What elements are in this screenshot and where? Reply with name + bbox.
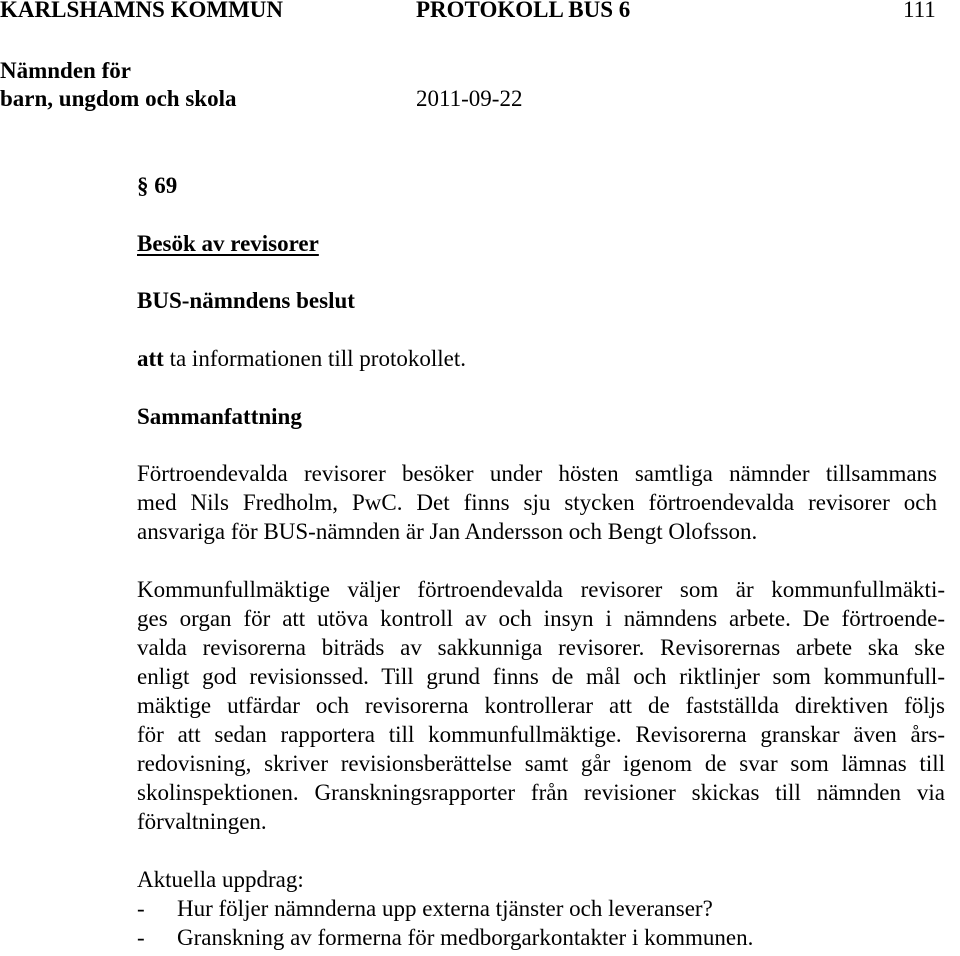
header-protocol: PROTOKOLL BUS 6: [416, 0, 631, 22]
header-municipality: KARLSHAMNS KOMMUN: [0, 0, 284, 22]
summary-para2-line4: enligt god revisionssed. Till grund finns de mål och riktlinjer som kommunfull-: [137, 664, 945, 689]
summary-heading: Sammanfattning: [137, 404, 302, 429]
summary-para2-line7: redovisning, skriver revisionsberättelse samt går igenom de svar som lämnas till: [137, 751, 945, 776]
current-heading: Aktuella uppdrag:: [137, 867, 304, 892]
summary-para1-line3: ansvariga för BUS-nämnden är Jan Andersson och Bengt Olofsson.: [137, 519, 758, 544]
summary-para2-line1: Kommunfullmäktige väljer förtroendevalda revisorer som är kommunfullmäkti-: [137, 577, 945, 602]
summary-para2-line3: valda revisorerna biträds av sakkunniga revisorer. Revisorernas arbete ska ske: [137, 635, 945, 660]
header-committee-line2: barn, ungdom och skola: [0, 86, 237, 111]
decision-heading: BUS-nämndens beslut: [137, 288, 355, 313]
summary-para1-line2: med Nils Fredholm, PwC. Det finns sju stycken förtroendevalda revisorer och: [137, 490, 937, 515]
list-item: [137, 895, 937, 923]
summary-para1-line1: Förtroendevalda revisorer besöker under hösten samtliga nämnder tillsammans: [137, 461, 937, 486]
section-title: Besök av revisorer: [137, 231, 319, 256]
list-dash: -: [137, 925, 145, 950]
list-dash: -: [137, 896, 145, 921]
decision-text-rest: ta informationen till protokollet.: [163, 346, 466, 371]
decision-text: [137, 345, 466, 373]
summary-para2-line8: skolinspektionen. Granskningsrapporter från revisioner skickas till nämnden via: [137, 780, 945, 805]
header-committee-line1: Nämnden för: [0, 58, 131, 83]
list-item-text: Hur följer nämnderna upp externa tjänster och leveranser?: [177, 896, 713, 921]
paragraph-number: § 69: [137, 173, 178, 198]
decision-text-att: att: [137, 346, 164, 371]
summary-para2-line5: mäktige utfärdar och revisorerna kontrollerar att de fastställda direktiven följs: [137, 693, 945, 718]
list-item-text: Granskning av formerna för medborgarkontakter i kommunen.: [177, 925, 754, 950]
summary-para2-line6: för att sedan rapportera till kommunfullmäktige. Revisorerna granskar även års-: [137, 722, 945, 747]
summary-para2-line2: ges organ för att utöva kontroll av och insyn i nämndens arbete. De förtroende-: [137, 606, 945, 631]
header-page-number: 111: [903, 0, 936, 22]
list-item: [137, 924, 937, 952]
summary-para2-line9: förvaltningen.: [137, 809, 267, 834]
header-date: 2011-09-22: [416, 86, 523, 111]
